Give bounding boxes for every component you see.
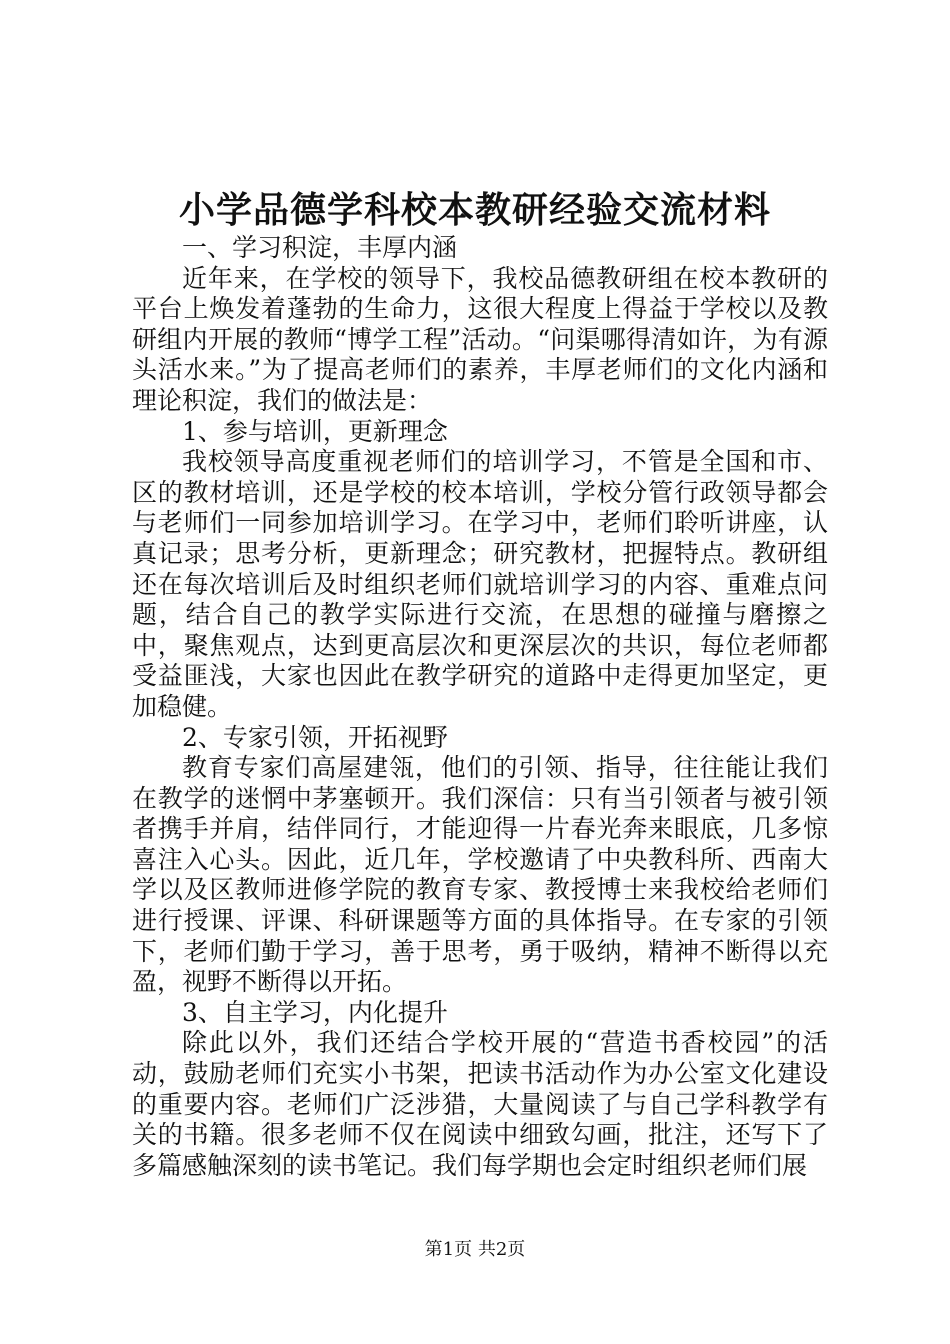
document-title: 小学品德学科校本教研经验交流材料 [178, 189, 771, 231]
paragraph-training: 我校领导高度重视老师们的培训学习，不管是全国和市、区的教材培训，还是学校的校本培训，学校分管行政领导都会与老师们一同参加培训学习。在学习中，老师们聆听讲座，认真记录；思考分析，更新理念；研究教材，把握特点。教研组还在每次培训后及时组织老师们就培训学习的内容、重难点问题，结合自己的教学实际进行交流，在思想的碰撞与磨擦之中，聚焦观点，达到更高层次和更深层次的共识，每位老师都受益匪浅，大家也因此在教学研究的道路中走得更加坚定，更加稳健。 [132, 447, 828, 721]
section-heading-1: 一、学习积淀，丰厚内涵 [182, 233, 458, 262]
paragraph-experts: 教育专家们高屋建瓴，他们的引领、指导，往往能让我们在教学的迷惘中茅塞顿开。我们深信：只有当引领者与被引领者携手并肩，结伴同行，才能迎得一片春光奔来眼底，几多惊喜注入心头。因此，近几年，学校邀请了中央教科所、西南大学以及区教师进修学院的教育专家、教授博士来我校给老师们进行授课、评课、科研课题等方面的具体指导。在专家的引领下，老师们勤于学习，善于思考，勇于吸纳，精神不断得以充盈，视野不断得以开拓。 [132, 753, 828, 997]
subheading-1: 1、参与培训，更新理念 [182, 416, 448, 446]
page-number-footer: 第1页 共2页 [424, 1239, 526, 1260]
paragraph-self-study: 除此以外，我们还结合学校开展的“营造书香校园”的活动，鼓励老师们充实小书架，把读书活动作为办公室文化建设的重要内容。老师们广泛涉猎，大量阅读了与自己学科教学有关的书籍。很多老师不仅在阅读中细致勾画，批注，还写下了多篇感触深刻的读书笔记。我们每学期也会定时组织老师们展 [132, 1028, 828, 1180]
paragraph-intro: 近年来，在学校的领导下，我校品德教研组在校本教研的平台上焕发着蓬勃的生命力，这很大程度上得益于学校以及教研组内开展的教师“博学工程”活动。“问渠哪得清如许，为有源头活水来。”为了提高老师们的素养，丰厚老师们的文化内涵和理论积淀，我们的做法是： [132, 263, 828, 415]
subheading-2: 2、专家引领，开拓视野 [182, 722, 448, 752]
subheading-3: 3、自主学习，内化提升 [182, 997, 448, 1027]
document-body [132, 233, 828, 1181]
